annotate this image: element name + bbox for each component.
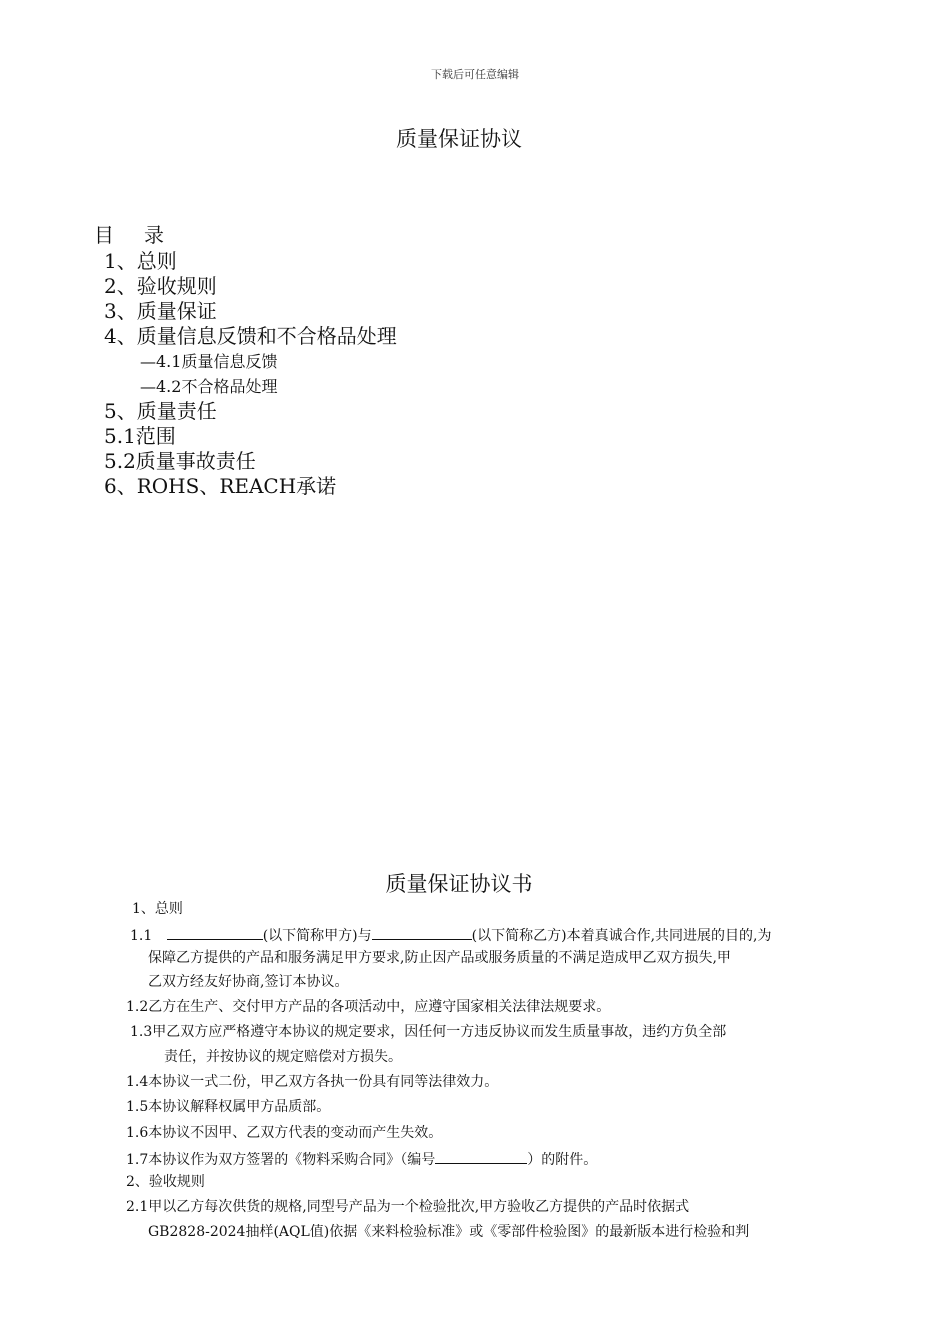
contract-number-blank	[435, 1149, 527, 1164]
clause-text: (以下简称甲方)与	[262, 928, 372, 944]
toc-item: 5.2质量事故责任	[104, 449, 256, 473]
clause-1-5: 1.5本协议解释权属甲方品质部。	[126, 1099, 331, 1115]
table-of-contents	[94, 222, 397, 499]
clause-1-3-line-1: 1.3甲乙双方应严格遵守本协议的规定要求，因任何一方违反协议而发生质量事故，违约方负全部	[130, 1024, 727, 1040]
party-a-blank	[167, 925, 263, 940]
clause-1-3-line-2: 责任，并按协议的规定赔偿对方损失。	[164, 1049, 402, 1065]
toc-subitem: —4.2不合格品处理	[140, 377, 278, 396]
agreement-title: 质量保证协议书	[385, 872, 533, 896]
clause-1-6: 1.6本协议不因甲、乙双方代表的变动而产生失效。	[126, 1125, 443, 1141]
clause-2-1-line-1: 2.1甲以乙方每次供货的规格,同型号产品为一个检验批次,甲方验收乙方提供的产品时依据式	[126, 1199, 690, 1215]
toc-item: 4、质量信息反馈和不合格品处理	[104, 324, 397, 348]
clause-1-1-line-1	[130, 925, 771, 945]
clause-number: 1.1	[130, 928, 153, 944]
header-note: 下载后可任意编辑	[431, 68, 519, 81]
clause-1-1-line-2: 保障乙方提供的产品和服务满足甲方要求,防止因产品或服务质量的不满足造成甲乙双方损失,甲	[148, 950, 731, 966]
clause-1-2: 1.2乙方在生产、交付甲方产品的各项活动中，应遵守国家相关法律法规要求。	[126, 999, 611, 1015]
toc-item: 5、质量责任	[104, 399, 217, 423]
clause-text: (以下简称乙方)本着真诚合作,共同进展的目的,为	[471, 928, 772, 944]
party-b-blank	[372, 925, 472, 940]
toc-item: 2、验收规则	[104, 274, 217, 298]
section-heading-general: 1、总则	[132, 901, 183, 917]
toc-item: 3、质量保证	[104, 299, 217, 323]
toc-heading: 目录	[94, 223, 194, 247]
clause-1-4: 1.4本协议一式二份，甲乙双方各执一份具有同等法律效力。	[126, 1074, 499, 1090]
clause-text: 1.7本协议作为双方签署的《物料采购合同》（编号	[126, 1152, 436, 1168]
toc-subitem: —4.1质量信息反馈	[140, 352, 278, 371]
toc-item: 6、ROHS、REACH承诺	[104, 474, 337, 498]
section-heading-acceptance: 2、验收规则	[126, 1174, 205, 1190]
clause-2-1-line-2: GB2828-2024抽样(AQL值)依据《来料检验标准》或《零部件检验图》的最新版本进行检验和判	[148, 1224, 750, 1240]
toc-item: 5.1范围	[104, 424, 176, 448]
clause-1-1-line-3: 乙双方经友好协商,签订本协议。	[148, 974, 349, 990]
clause-text: ）的附件。	[527, 1152, 598, 1168]
document-title: 质量保证协议	[396, 127, 522, 151]
clause-1-7	[126, 1149, 597, 1169]
toc-item: 1、总则	[104, 249, 177, 273]
